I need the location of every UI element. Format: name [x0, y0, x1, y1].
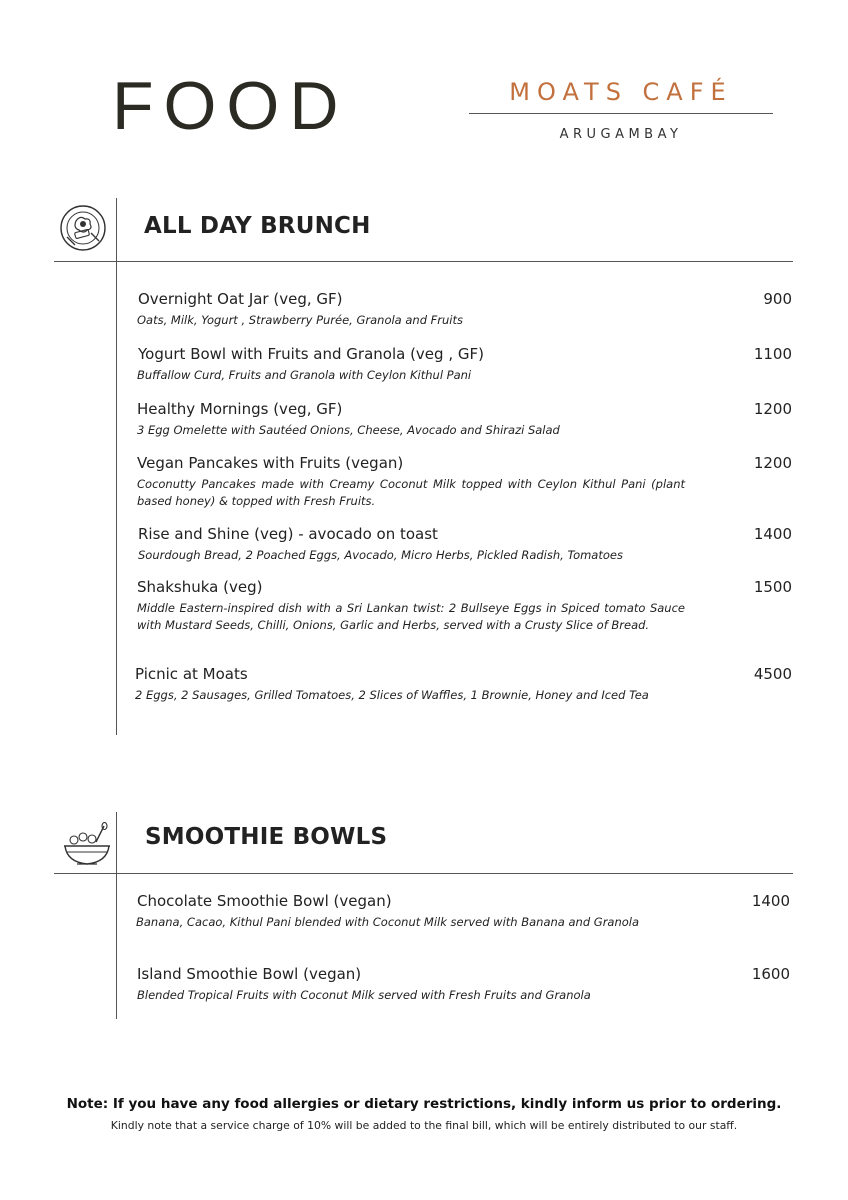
cafe-location: ARUGAMBAY	[559, 127, 683, 142]
menu-item-description: Blended Tropical Fruits with Coconut Milk served with Fresh Fruits and Granola	[137, 988, 591, 1002]
section-vertical-rule	[116, 198, 117, 735]
service-charge-note: Kindly note that a service charge of 10% will be added to the final bill, which will be entirely distributed to our staff.	[110, 1119, 738, 1132]
header-divider	[469, 113, 773, 114]
menu-item-price: 1600	[751, 965, 790, 983]
menu-item-price: 1400	[751, 892, 790, 910]
menu-item-description: Middle Eastern-inspired dish with a Sri Lankan twist: 2 Bullseye Eggs in Spiced tomato Sauce with Mustard Seeds, Chilli, Onions, Garlic and Herbs, served with a Crusty Slice of Bread.	[137, 601, 685, 632]
menu-item-price: 1100	[753, 345, 792, 363]
bowl-icon	[60, 822, 114, 868]
menu-item-price: 1400	[753, 525, 792, 543]
menu-item-description: Sourdough Bread, 2 Poached Eggs, Avocado, Micro Herbs, Pickled Radish, Tomatoes	[138, 548, 623, 562]
menu-item-price: 1200	[753, 400, 792, 418]
menu-item-name: Yogurt Bowl with Fruits and Granola (veg , GF)	[138, 345, 484, 363]
menu-item-description: 3 Egg Omelette with Sautéed Onions, Cheese, Avocado and Shirazi Salad	[137, 423, 560, 437]
section-title-all-day-brunch: ALL DAY BRUNCH	[144, 213, 371, 239]
menu-item-name: Shakshuka (veg)	[137, 578, 263, 596]
allergy-note: Note: If you have any food allergies or dietary restrictions, kindly inform us prior to ordering.	[66, 1096, 782, 1112]
section-vertical-rule	[116, 812, 117, 1019]
menu-item-name: Island Smoothie Bowl (vegan)	[137, 965, 362, 983]
section-divider	[54, 261, 793, 262]
menu-item-price: 1500	[753, 578, 792, 596]
breakfast-plate-icon	[58, 203, 108, 253]
cafe-name: MOATS CAFÉ	[509, 78, 733, 106]
section-title-smoothie-bowls: SMOOTHIE BOWLS	[145, 824, 388, 850]
menu-item-description: Oats, Milk, Yogurt , Strawberry Purée, Granola and Fruits	[137, 313, 464, 327]
section-divider	[54, 873, 793, 874]
menu-item-price: 4500	[753, 665, 792, 683]
menu-item-price: 900	[763, 290, 792, 308]
page-title: FOOD	[112, 68, 349, 144]
menu-item-price: 1200	[753, 454, 792, 472]
menu-item-name: Picnic at Moats	[135, 665, 248, 683]
menu-item-name: Overnight Oat Jar (veg, GF)	[138, 290, 343, 308]
menu-item-name: Rise and Shine (veg) - avocado on toast	[138, 525, 438, 543]
menu-item-description: Banana, Cacao, Kithul Pani blended with Coconut Milk served with Banana and Granola	[136, 915, 640, 929]
menu-item-description: 2 Eggs, 2 Sausages, Grilled Tomatoes, 2 Slices of Waffles, 1 Brownie, Honey and Iced Tea	[135, 688, 649, 702]
menu-item-description: Coconutty Pancakes made with Creamy Coconut Milk topped with Ceylon Kithul Pani (plant based honey) & topped with Fresh Fruits.	[137, 477, 685, 508]
menu-item-description: Buffallow Curd, Fruits and Granola with Ceylon Kithul Pani	[137, 368, 472, 382]
menu-item-name: Chocolate Smoothie Bowl (vegan)	[137, 892, 392, 910]
menu-item-name: Vegan Pancakes with Fruits (vegan)	[137, 454, 404, 472]
menu-item-name: Healthy Mornings (veg, GF)	[137, 400, 343, 418]
